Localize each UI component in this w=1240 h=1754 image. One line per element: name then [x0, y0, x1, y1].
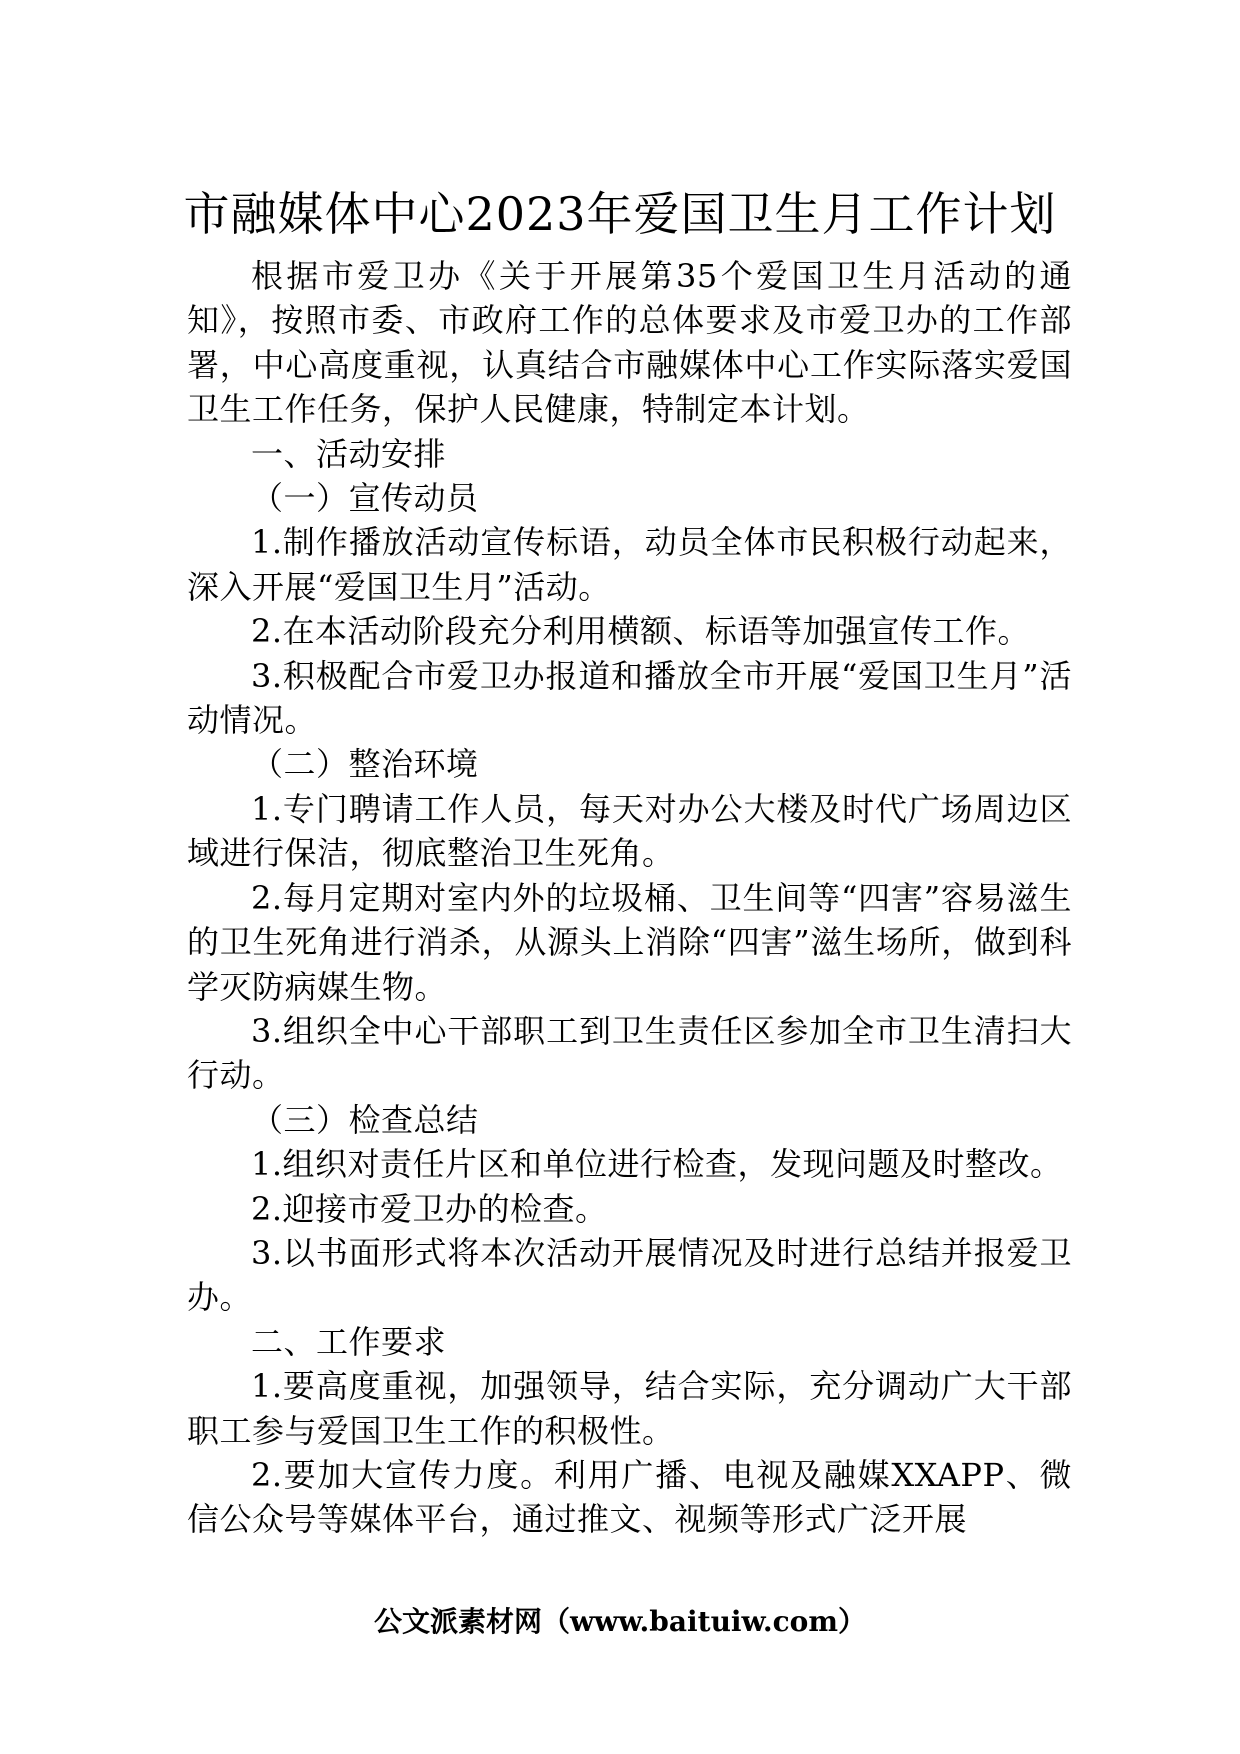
list-item: 2.在本活动阶段充分利用横额、标语等加强宣传工作。: [251, 612, 1031, 651]
list-item: 2.每月定期对室内外的垃圾桶、卫生间等“四害”容易滋生的卫生死角进行消杀，从源头上消除“四害”滋生场所，做到科学灭防病媒生物。: [187, 878, 1072, 1006]
paragraph-intro: 根据市爱卫办《关于开展第35个爱国卫生月活动的通知》，按照市委、市政府工作的总体要求及市爱卫办的工作部署，中心高度重视，认真结合市融媒体中心工作实际落实爱国卫生工作任务，保护人民健康，特制定本计划。: [187, 257, 1072, 429]
heading-section-2: 二、工作要求: [251, 1322, 447, 1361]
list-item: 1.专门聘请工作人员，每天对办公大楼及时代广场周边区域进行保洁，彻底整治卫生死角。: [187, 789, 1072, 873]
heading-subsection-3: （三）检查总结: [251, 1100, 479, 1139]
document-title: 市融媒体中心2023年爱国卫生月工作计划: [183, 187, 1057, 241]
heading-subsection-2: （二）整治环境: [251, 745, 479, 784]
list-item: 1.组织对责任片区和单位进行检查，发现问题及时整改。: [251, 1145, 1063, 1184]
list-item: 3.积极配合市爱卫办报道和播放全市开展“爱国卫生月”活动情况。: [187, 656, 1072, 740]
list-item: 3.以书面形式将本次活动开展情况及时进行总结并报爱卫办。: [187, 1233, 1072, 1317]
list-item: 3.组织全中心干部职工到卫生责任区参加全市卫生清扫大行动。: [187, 1011, 1072, 1095]
list-item: 1.制作播放活动宣传标语，动员全体市民积极行动起来，深入开展“爱国卫生月”活动。: [187, 523, 1072, 606]
list-item: 2.要加大宣传力度。利用广播、电视及融媒XXAPP、微信公众号等媒体平台，通过推文、视频等形式广泛开展: [187, 1455, 1072, 1539]
watermark-footer: 公文派素材网（www.baituiw.com）: [374, 1605, 866, 1638]
heading-subsection-1: （一）宣传动员: [251, 479, 479, 518]
list-item: 1.要高度重视，加强领导，结合实际，充分调动广大干部职工参与爱国卫生工作的积极性。: [187, 1367, 1072, 1450]
document-body: [187, 254, 1072, 1542]
list-item: 2.迎接市爱卫办的检查。: [251, 1189, 608, 1228]
heading-section-1: 一、活动安排: [251, 434, 447, 473]
